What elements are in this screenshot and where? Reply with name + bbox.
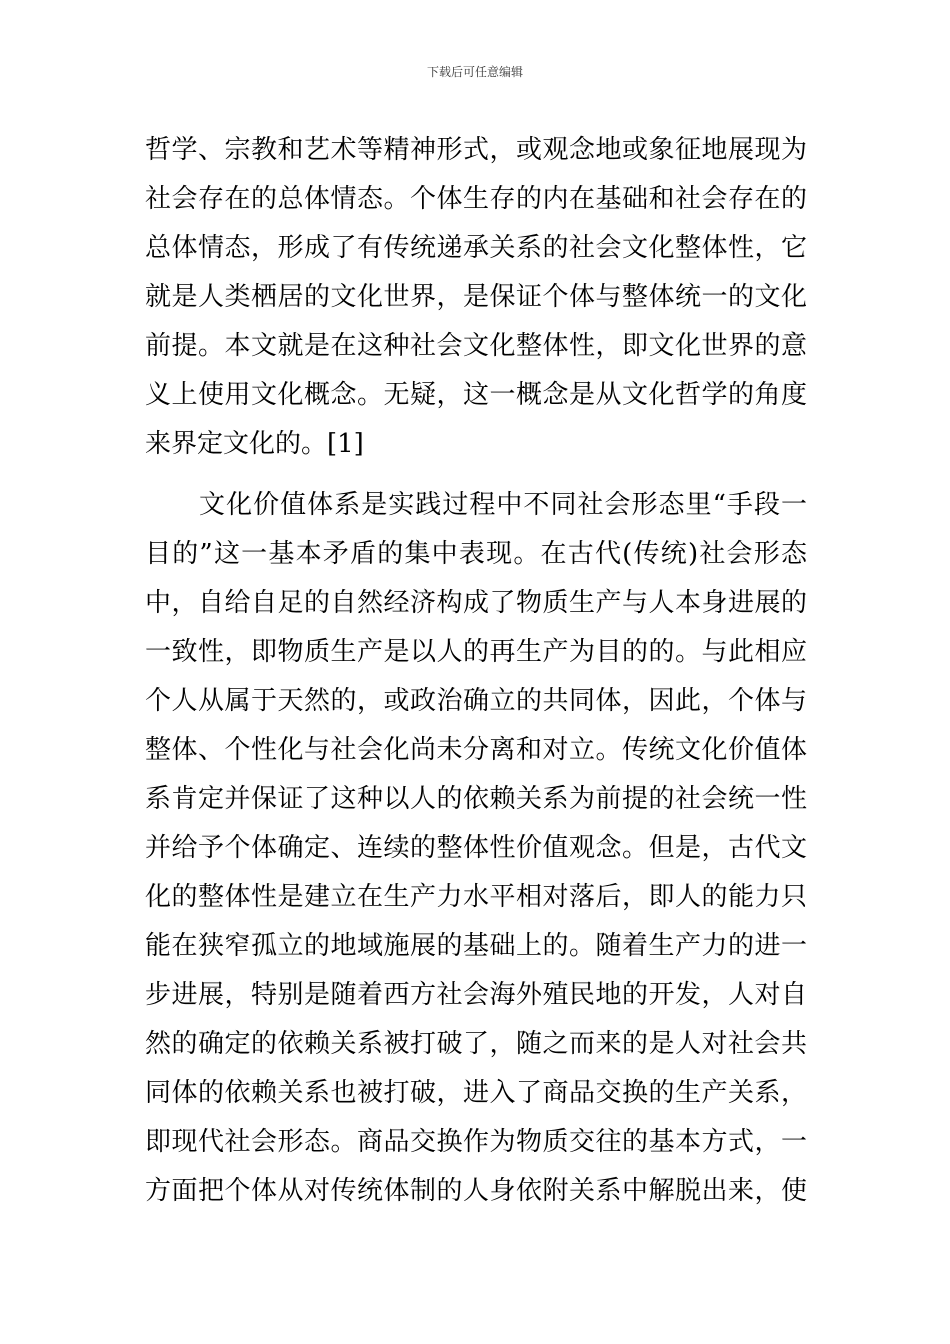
text-line: 义上使用文化概念。无疑，这一概念是从文化哲学的角度	[145, 380, 807, 410]
text-line: 就是人类栖居的文化世界，是保证个体与整体统一的文化	[145, 282, 807, 312]
text-line: 系肯定并保证了这种以人的依赖关系为前提的社会统一性	[145, 784, 807, 814]
paragraph-1	[145, 126, 807, 469]
text-line: 并给予个体确定、连续的整体性价值观念。但是，古代文	[145, 833, 807, 863]
text-line: 社会存在的总体情态。个体生存的内在基础和社会存在的	[145, 184, 807, 214]
text-line: 方面把个体从对传统体制的人身依附关系中解脱出来，使	[145, 1176, 807, 1206]
text-line: 然的确定的依赖关系被打破了，随之而来的是人对社会共	[145, 1029, 807, 1059]
text-line: 同体的依赖关系也被打破，进入了商品交换的生产关系，	[145, 1078, 807, 1108]
document-body	[145, 126, 807, 1216]
paragraph-gap	[145, 469, 807, 481]
text-line: 化的整体性是建立在生产力水平相对落后，即人的能力只	[145, 882, 807, 912]
text-line: 整体、个性化与社会化尚未分离和对立。传统文化价值体	[145, 735, 807, 765]
text-line: 一致性，即物质生产是以人的再生产为目的的。与此相应	[145, 637, 807, 667]
text-line: 个人从属于天然的，或政治确立的共同体，因此，个体与	[145, 686, 807, 716]
text-line: 中，自给自足的自然经济构成了物质生产与人本身进展的	[145, 588, 807, 618]
text-line: 哲学、宗教和艺术等精神形式，或观念地或象征地展现为	[145, 135, 807, 165]
text-line: 步进展，特别是随着西方社会海外殖民地的开发，人对自	[145, 980, 807, 1010]
text-line: 文化价值体系是实践过程中不同社会形态里“手段一	[145, 490, 807, 520]
text-line: 总体情态，形成了有传统递承关系的社会文化整体性，它	[145, 233, 807, 263]
text-line: 能在狭窄孤立的地域施展的基础上的。随着生产力的进一	[145, 931, 807, 961]
paragraph-2	[145, 481, 807, 1216]
text-line: 前提。本文就是在这种社会文化整体性，即文化世界的意	[145, 331, 807, 361]
page-header: 下载后可任意编辑	[426, 65, 523, 79]
text-line: 目的”这一基本矛盾的集中表现。在古代(传统)社会形态	[145, 539, 807, 569]
text-line: 即现代社会形态。商品交换作为物质交往的基本方式，一	[145, 1127, 807, 1157]
text-line: 来界定文化的。[1]	[145, 429, 364, 459]
